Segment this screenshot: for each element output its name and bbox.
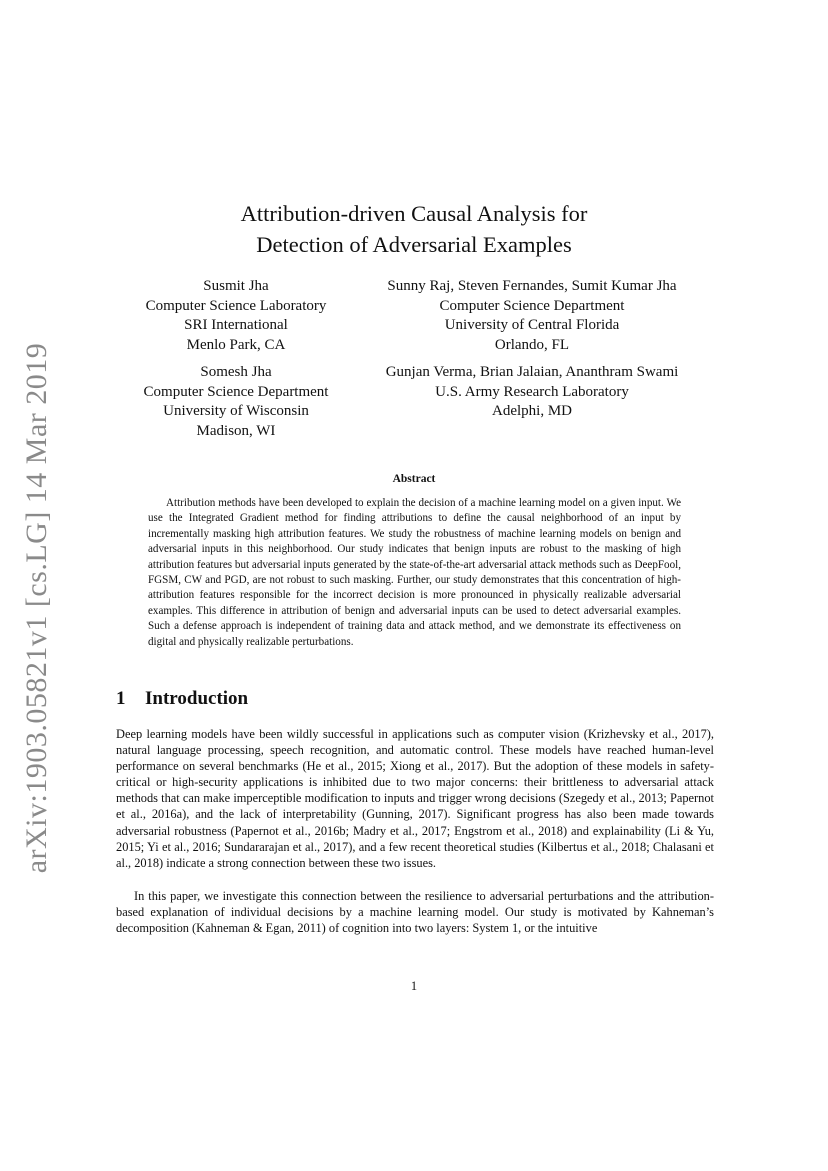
author-block-4	[366, 363, 698, 422]
author-organization: Adelphi, MD	[492, 403, 572, 419]
body-paragraph: Deep learning models have been wildly successful in applications such as computer vision (Krizhevsky et al., 2017), natural language processing, speech recognition, and automatic control. These models have reached human-level performance on several benchmarks (He et al., 2015; Xiong et al., 2017). But the adoption of these models in safety-critical or high-security applications is inhibited due to two major concerns: their brittleness to adversarial attack methods that can make imperceptible modification to inputs and trigger wrong decisions (Szegedy et al., 2013; Papernot et al., 2016a), and the lack of interpretability (Gunning, 2017). Significant progress has also been made towards adversarial robustness (Papernot et al., 2016b; Madry et al., 2017; Engstrom et al., 2018) and explainability (Li & Yu, 2015; Yi et al., 2016; Sundararajan et al., 2017), and a few recent theoretical studies (Kilbertus et al., 2018; Chalasani et al., 2018) indicate a strong connection between these two issues.	[116, 727, 714, 870]
author-organization: University of Central Florida	[444, 317, 620, 333]
body-paragraph: In this paper, we investigate this connection between the resilience to adversarial perturbations and the attribution-based explanation of individual decisions by a machine learning model. Our study is motivated by Kahneman’s decomposition (Kahneman & Egan, 2011) of cognition into two layers: System 1, or the intuitive	[116, 889, 714, 936]
author-block-3	[127, 363, 345, 441]
author-name: Susmit Jha	[203, 278, 269, 294]
page-number: 1	[410, 979, 418, 993]
section-number: 1	[116, 688, 126, 709]
section-title: Introduction	[145, 688, 249, 709]
author-location: Madison, WI	[196, 422, 276, 439]
author-department: Computer Science Department	[143, 383, 329, 400]
section-heading-introduction	[116, 688, 248, 710]
author-organization: SRI International	[184, 317, 288, 333]
author-block-2	[366, 277, 698, 355]
arxiv-identifier-stamp: arXiv:1903.05821v1 [cs.LG] 14 Mar 2019	[20, 342, 53, 874]
author-name: Gunjan Verma, Brian Jalaian, Ananthram Swami	[385, 364, 679, 380]
paper-title-line-1: Attribution-driven Causal Analysis for	[240, 201, 588, 226]
author-name: Sunny Raj, Steven Fernandes, Sumit Kumar Jha	[387, 278, 677, 294]
author-department: U.S. Army Research Laboratory	[435, 383, 629, 400]
author-department: Computer Science Department	[439, 297, 625, 314]
author-organization: University of Wisconsin	[163, 403, 309, 419]
abstract-text: Attribution methods have been developed to explain the decision of a machine learning model on a given input. We use the Integrated Gradient method for finding attributions to define the causal neighborhood of an input by incrementally masking high attribution features. We study the robustness of machine learning models on benign and adversarial inputs in this neighborhood. Our study indicates that benign inputs are robust to the masking of high attribution features but adversarial inputs generated by the state-of-the-art adversarial attack methods such as DeepFool, FGSM, CW and PGD, are not robust to such masking. Further, our study demonstrates that this concentration of high-attribution features responsible for the incorrect decision is more pronounced in physically realizable adversarial examples. This difference in attribution of benign and adversarial inputs can be used to detect adversarial examples. Such a defense approach is independent of training data and attack method, and we demonstrate its effectiveness on digital and physically realizable perturbations.	[148, 497, 681, 648]
author-block-1	[127, 277, 345, 355]
author-location: Menlo Park, CA	[186, 336, 286, 353]
author-location: Orlando, FL	[494, 336, 570, 353]
paper-title	[0, 198, 828, 260]
author-name: Somesh Jha	[200, 364, 272, 380]
abstract-heading: Abstract	[392, 473, 436, 485]
paper-title-line-2: Detection of Adversarial Examples	[256, 232, 572, 257]
author-department: Computer Science Laboratory	[145, 297, 327, 314]
